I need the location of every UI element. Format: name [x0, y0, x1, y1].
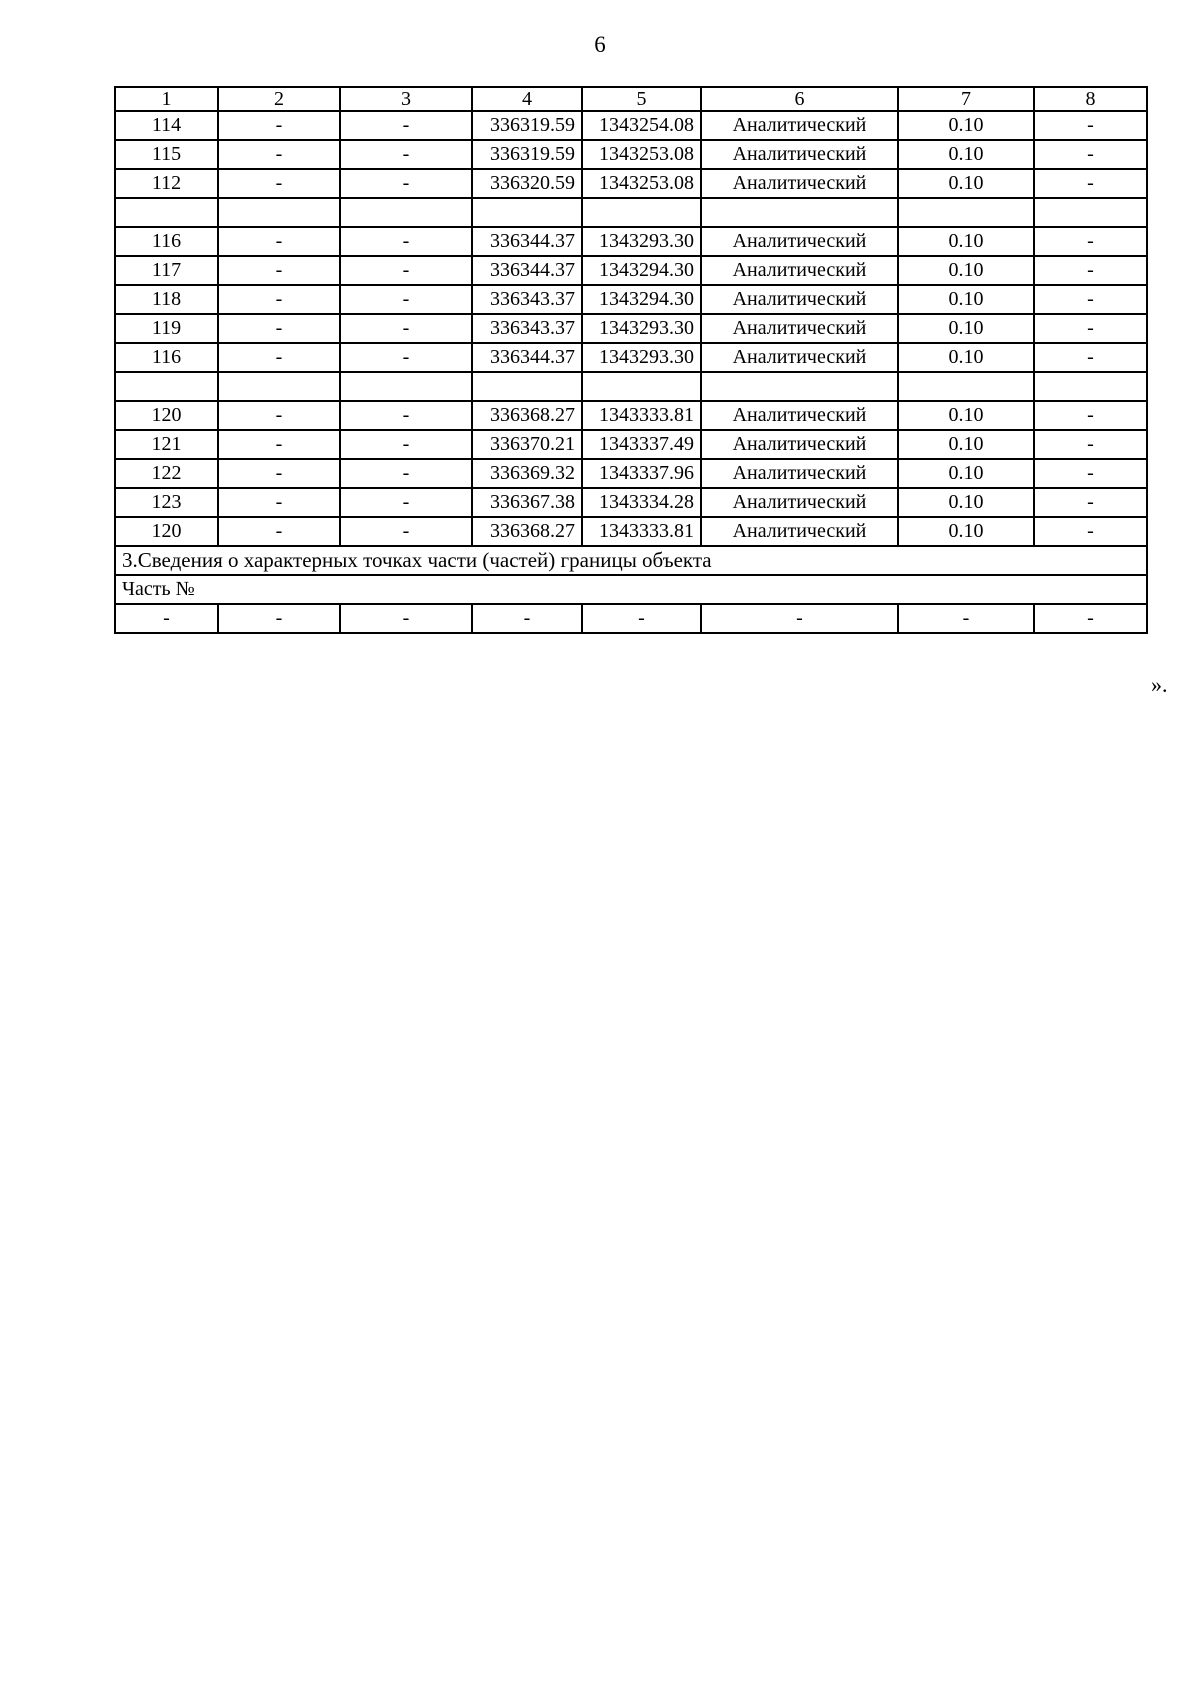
table-cell: 1343254.08	[582, 111, 701, 140]
table-cell: 116	[115, 343, 218, 372]
table-cell: -	[218, 140, 340, 169]
table-row	[115, 401, 1147, 430]
table-cell: 0.10	[898, 401, 1034, 430]
part-label-row	[115, 575, 1147, 604]
table-row	[115, 227, 1147, 256]
table-cell: -	[701, 604, 898, 633]
table-cell: -	[898, 604, 1034, 633]
table-cell: 1343293.30	[582, 314, 701, 343]
table-row	[115, 459, 1147, 488]
table-cell: 0.10	[898, 430, 1034, 459]
table-cell	[701, 198, 898, 227]
table-cell: -	[218, 517, 340, 546]
table-cell: -	[218, 169, 340, 198]
table-cell: 117	[115, 256, 218, 285]
table-cell: -	[1034, 459, 1147, 488]
table-cell: 336343.37	[472, 285, 582, 314]
table-cell: -	[218, 488, 340, 517]
table-cell: 1343293.30	[582, 343, 701, 372]
table-cell: 336368.27	[472, 517, 582, 546]
table-row	[115, 372, 1147, 401]
table-cell	[1034, 198, 1147, 227]
table-cell: -	[340, 169, 472, 198]
table-cell: 0.10	[898, 488, 1034, 517]
table-cell: 336319.59	[472, 111, 582, 140]
table-cell	[340, 372, 472, 401]
table-cell: 0.10	[898, 227, 1034, 256]
table-cell: -	[340, 111, 472, 140]
table-cell: Аналитический	[701, 111, 898, 140]
table-cell: -	[340, 256, 472, 285]
table-cell: 120	[115, 517, 218, 546]
table-cell: -	[1034, 430, 1147, 459]
table-cell: -	[340, 459, 472, 488]
header-cell: 1	[115, 87, 218, 111]
table-cell: -	[340, 430, 472, 459]
table-cell: 116	[115, 227, 218, 256]
table-cell: -	[340, 140, 472, 169]
table-cell: -	[340, 285, 472, 314]
table-cell	[898, 198, 1034, 227]
table-cell: -	[1034, 343, 1147, 372]
table-row	[115, 343, 1147, 372]
table-cell	[1034, 372, 1147, 401]
table-cell: Аналитический	[701, 169, 898, 198]
table-cell: -	[218, 285, 340, 314]
table-cell: Аналитический	[701, 517, 898, 546]
header-cell: 3	[340, 87, 472, 111]
table-cell: 336368.27	[472, 401, 582, 430]
section-title: 3.Сведения о характерных точках части (частей) границы объекта	[115, 546, 1147, 575]
table-cell: 1343337.49	[582, 430, 701, 459]
table-cell	[472, 198, 582, 227]
table-row	[115, 198, 1147, 227]
table-cell	[701, 372, 898, 401]
table-cell: 1343294.30	[582, 285, 701, 314]
table-cell: Аналитический	[701, 140, 898, 169]
table-cell: -	[218, 604, 340, 633]
table-cell: 336344.37	[472, 256, 582, 285]
table-cell: 336344.37	[472, 227, 582, 256]
table-row	[115, 256, 1147, 285]
table-cell: -	[218, 343, 340, 372]
boundary-points-table	[114, 86, 1148, 634]
table-cell: -	[582, 604, 701, 633]
table-cell: 336343.37	[472, 314, 582, 343]
table-cell	[218, 372, 340, 401]
header-cell: 8	[1034, 87, 1147, 111]
table-cell: 0.10	[898, 517, 1034, 546]
table-cell	[582, 372, 701, 401]
table-row	[115, 285, 1147, 314]
table-cell: Аналитический	[701, 227, 898, 256]
table-cell: -	[340, 401, 472, 430]
table-cell: 1343333.81	[582, 401, 701, 430]
table-cell: 336320.59	[472, 169, 582, 198]
table-cell: -	[218, 314, 340, 343]
table-cell: -	[218, 256, 340, 285]
header-cell: 6	[701, 87, 898, 111]
table-cell: -	[115, 604, 218, 633]
table-row	[115, 604, 1147, 633]
table-cell	[582, 198, 701, 227]
table-cell: 1343253.08	[582, 140, 701, 169]
table-cell: 1343333.81	[582, 517, 701, 546]
table-cell: 1343253.08	[582, 169, 701, 198]
table-row	[115, 169, 1147, 198]
table-cell: -	[1034, 517, 1147, 546]
header-cell: 7	[898, 87, 1034, 111]
table-cell: 122	[115, 459, 218, 488]
table-cell: 336367.38	[472, 488, 582, 517]
table-row	[115, 140, 1147, 169]
table-cell: 121	[115, 430, 218, 459]
table-row	[115, 488, 1147, 517]
table-cell: -	[218, 430, 340, 459]
table-cell: 118	[115, 285, 218, 314]
table-cell: -	[1034, 604, 1147, 633]
table-row	[115, 517, 1147, 546]
section-title-row	[115, 546, 1147, 575]
table-cell: 1343294.30	[582, 256, 701, 285]
table-cell: 119	[115, 314, 218, 343]
table-body	[115, 87, 1147, 633]
table-cell: Аналитический	[701, 488, 898, 517]
table-cell: -	[218, 227, 340, 256]
table-cell	[898, 372, 1034, 401]
header-cell: 5	[582, 87, 701, 111]
table-cell: 336370.21	[472, 430, 582, 459]
table-cell: 0.10	[898, 256, 1034, 285]
table-cell: Аналитический	[701, 285, 898, 314]
table-cell: 1343293.30	[582, 227, 701, 256]
table-cell	[115, 372, 218, 401]
table-cell: 115	[115, 140, 218, 169]
table-cell	[115, 198, 218, 227]
table-cell: 336319.59	[472, 140, 582, 169]
table-cell: 1343334.28	[582, 488, 701, 517]
table-row	[115, 111, 1147, 140]
table-cell: -	[340, 604, 472, 633]
header-cell: 2	[218, 87, 340, 111]
table-cell: -	[340, 488, 472, 517]
table-row	[115, 314, 1147, 343]
table-cell: -	[340, 343, 472, 372]
header-cell: 4	[472, 87, 582, 111]
table-cell: -	[218, 401, 340, 430]
table-cell: 1343337.96	[582, 459, 701, 488]
table-cell: -	[218, 459, 340, 488]
table-cell	[218, 198, 340, 227]
table-cell: -	[340, 314, 472, 343]
page-number: 6	[594, 32, 606, 57]
table-cell: 114	[115, 111, 218, 140]
closing-quote-mark: ».	[1151, 672, 1168, 697]
table-cell: 120	[115, 401, 218, 430]
table-cell: 0.10	[898, 459, 1034, 488]
table-cell: -	[1034, 256, 1147, 285]
table-cell: -	[1034, 140, 1147, 169]
table-cell: -	[472, 604, 582, 633]
table-cell: Аналитический	[701, 256, 898, 285]
table-cell	[472, 372, 582, 401]
table-cell: 0.10	[898, 140, 1034, 169]
table-header-row	[115, 87, 1147, 111]
table-cell: Аналитический	[701, 314, 898, 343]
table-cell: -	[340, 517, 472, 546]
table-cell: -	[1034, 401, 1147, 430]
table-cell: Аналитический	[701, 430, 898, 459]
table-row	[115, 430, 1147, 459]
table-cell: 336344.37	[472, 343, 582, 372]
table-cell: -	[1034, 169, 1147, 198]
table-cell	[340, 198, 472, 227]
table-cell: -	[340, 227, 472, 256]
table-cell: 0.10	[898, 169, 1034, 198]
table-cell: -	[218, 111, 340, 140]
table-cell: -	[1034, 227, 1147, 256]
table-cell: -	[1034, 314, 1147, 343]
table-cell: 123	[115, 488, 218, 517]
table-cell: 0.10	[898, 343, 1034, 372]
table-cell: 112	[115, 169, 218, 198]
part-label: Часть №	[115, 575, 1147, 604]
table-cell: -	[1034, 111, 1147, 140]
table-cell: 0.10	[898, 314, 1034, 343]
table-cell: 0.10	[898, 285, 1034, 314]
table-cell: Аналитический	[701, 401, 898, 430]
table-cell: Аналитический	[701, 459, 898, 488]
table-cell: -	[1034, 488, 1147, 517]
table-cell: -	[1034, 285, 1147, 314]
table-cell: Аналитический	[701, 343, 898, 372]
table-cell: 0.10	[898, 111, 1034, 140]
table-cell: 336369.32	[472, 459, 582, 488]
